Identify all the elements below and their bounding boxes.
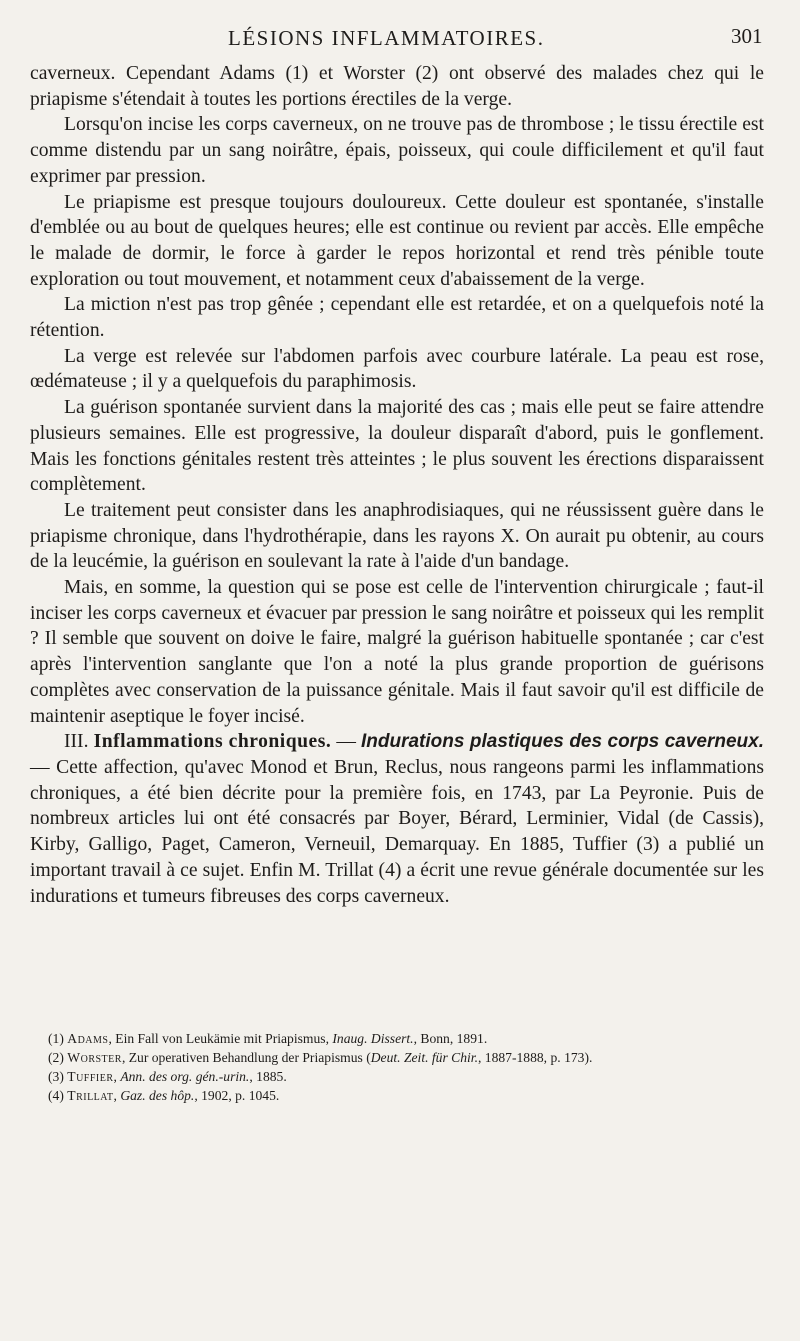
footnote-author: Adams [67, 1031, 109, 1046]
paragraph: La verge est relevée sur l'abdomen parfois avec courbure latérale. La peau est rose, œdémateuse ; il y a quelquefois du paraphimosis. [30, 345, 764, 393]
footnote: (2) Worster, Zur operativen Behandlung der Priapismus (Deut. Zeit. für Chir., 1887-1888, p. 173). [48, 1050, 593, 1065]
paragraph: Le traitement peut consister dans les anaphrodisiaques, qui ne réussissent guère dans le priapisme chronique, dans l'hydrothérapie, dans les rayons X. On aurait pu obtenir, au cours de la leucémie, la guérison en soulevant la rate à l'aide d'un bandage. [30, 499, 764, 573]
section-number: III. [64, 731, 89, 753]
footnote-source: Ann. des org. gén.-urin. [120, 1069, 250, 1084]
section-dash: — [336, 731, 356, 753]
paragraph: Lorsqu'on incise les corps caverneux, on ne trouve pas de thrombose ; le tissu érectile est comme distendu par un sang noirâtre, épais, poisseux, qui coule difficilement et qu'il faut exprimer par pression. [30, 114, 764, 187]
paragraph: Mais, en somme, la question qui se pose est celle de l'intervention chirurgicale ; faut-il inciser les corps caverneux et évacuer par pression le sang noirâtre et poisseux qui les remplit ? Il semble que souvent on doive le faire, malgré la guérison habituelle spontanée ; car c'est après l'intervention sanglante que l'on a noté la plus grande proportion de guérisons complètes avec conservation de la puissance génitale. Mais il faut savoir qu'il est difficile de maintenir aseptique le foyer incisé. [30, 577, 764, 727]
paragraph: Le priapisme est presque toujours douloureux. Cette douleur est spontanée, s'installe d'emblée ou au bout de quelques heures; elle est continue ou revient par accès. Elle empêche le malade de dormir, le force à garder le repos horizontal et rend très pénible toute exploration ou tout mouvement, et notamment ceux d'abaissement de la verge. [30, 191, 764, 290]
paragraph: La guérison spontanée survient dans la majorité des cas ; mais elle peut se faire attendre plusieurs semaines. Elle est progressive, la douleur disparaît d'abord, puis le gonflement. Mais les fonctions génitales restent très atteintes ; le plus souvent les érections disparaissent complètement. [30, 397, 764, 496]
footnote-source: Gaz. des hôp. [120, 1088, 195, 1103]
footnote: (1) Adams, Ein Fall von Leukämie mit Priapismus, Inaug. Dissert., Bonn, 1891. [48, 1031, 488, 1046]
footnotes [30, 1029, 764, 1105]
footnote-author: Worster [67, 1050, 122, 1065]
footnote-source: Deut. Zeit. für Chir. [370, 1050, 478, 1065]
footnote: (3) Tuffier, Ann. des org. gén.-urin., 1885. [48, 1069, 287, 1084]
footnote-author: Tuffier [67, 1069, 114, 1084]
paragraph: La miction n'est pas trop gênée ; cependant elle est retardée, et on a quelquefois noté la rétention. [30, 294, 764, 342]
paragraph: caverneux. Cependant Adams (1) et Worster (2) ont observé des malades chez qui le priapisme s'étendait à toutes les portions érectiles de la verge. [30, 63, 764, 110]
section-paragraph [30, 729, 764, 909]
section-subtitle: Indurations plastiques des corps caverneux. [361, 731, 764, 753]
footnote-author: Trillat [67, 1088, 114, 1103]
footnote: (4) Trillat, Gaz. des hôp., 1902, p. 1045. [48, 1088, 280, 1103]
main-text [30, 61, 764, 909]
section-title: Inflammations chroniques. [93, 731, 332, 753]
page-number: 301 [731, 24, 763, 48]
running-title: LÉSIONS INFLAMMATOIRES. [228, 26, 545, 50]
section-text: — Cette affection, qu'avec Monod et Brun, Reclus, nous rangeons parmi les inflammations chroniques, a été bien décrite pour la première fois, en 1743, par La Peyronie. Puis de nombreux articles lui ont été consacrés par Boyer, Bérard, Lerminier, Vidal (de Cassis), Kirby, Galligo, Paget, Cameron, Verneuil, Demarquay. En 1885, Tuffier (3) a publié un important travail à ce sujet. Enfin M. Trillat (4) a écrit une revue générale documentée sur les indurations et tumeurs fibreuses des corps caverneux. [30, 756, 764, 907]
footnote-source: Inaug. Dissert. [332, 1031, 414, 1046]
